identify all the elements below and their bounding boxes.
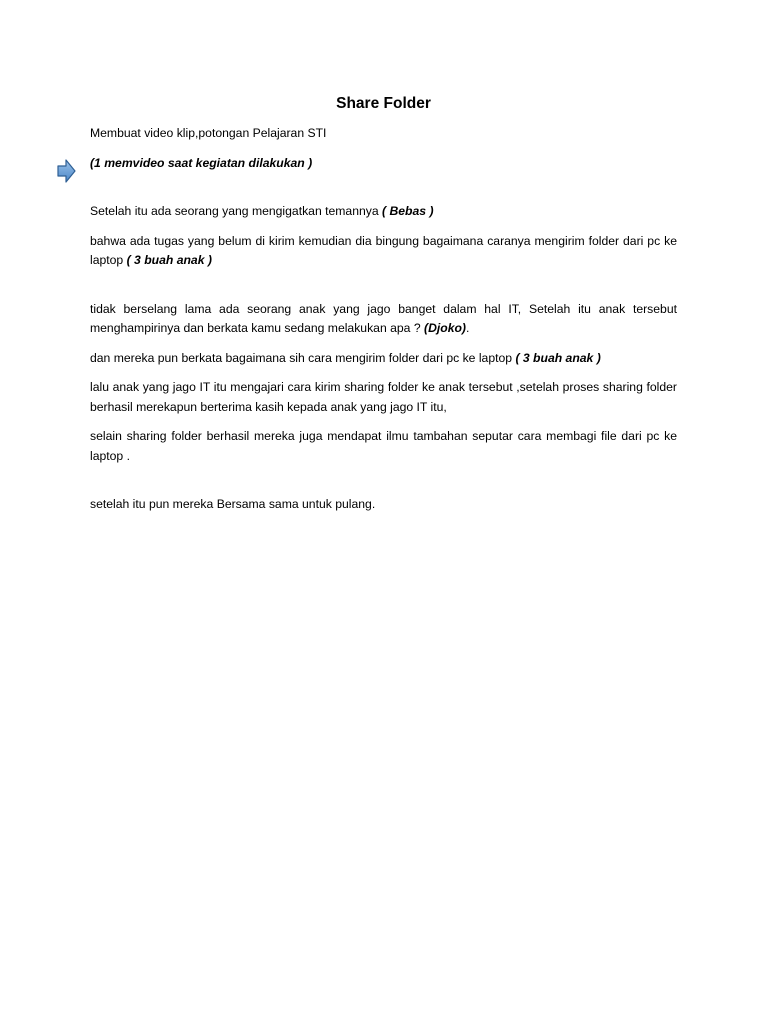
paragraph-8: selain sharing folder berhasil mereka juga mendapat ilmu tambahan seputar cara membagi file dari pc ke laptop . [90, 429, 677, 463]
right-arrow-icon [57, 159, 76, 183]
paragraph-7: lalu anak yang jago IT itu mengajari cara kirim sharing folder ke anak tersebut ,setelah proses sharing folder berhasil merekapun berterima kasih kepada anak yang jago IT itu, [90, 380, 677, 414]
paragraph-2: (1 memvideo saat kegiatan dilakukan ) [90, 155, 313, 170]
paragraph-1: Membuat video klip,potongan Pelajaran STI [90, 126, 327, 140]
paragraph-3: Setelah itu ada seorang yang mengigatkan temannya ( Bebas ) [90, 204, 434, 218]
paragraph-5: tidak berselang lama ada seorang anak yang jago banget dalam hal IT, Setelah itu anak tersebut menghampirinya dan berkata kamu sedang melakukan apa ? (Djoko). [90, 301, 677, 335]
document-body [90, 94, 677, 525]
paragraph-4: bahwa ada tugas yang belum di kirim kemudian dia bingung bagaimana caranya mengirim folder dari pc ke laptop ( 3 buah anak ) [90, 233, 677, 267]
paragraph-9: setelah itu pun mereka Bersama sama untuk pulang. [90, 497, 376, 511]
paragraph-6: dan mereka pun berkata bagaimana sih cara mengirim folder dari pc ke laptop ( 3 buah anak ) [90, 350, 601, 365]
document-title: Share Folder [336, 95, 431, 112]
